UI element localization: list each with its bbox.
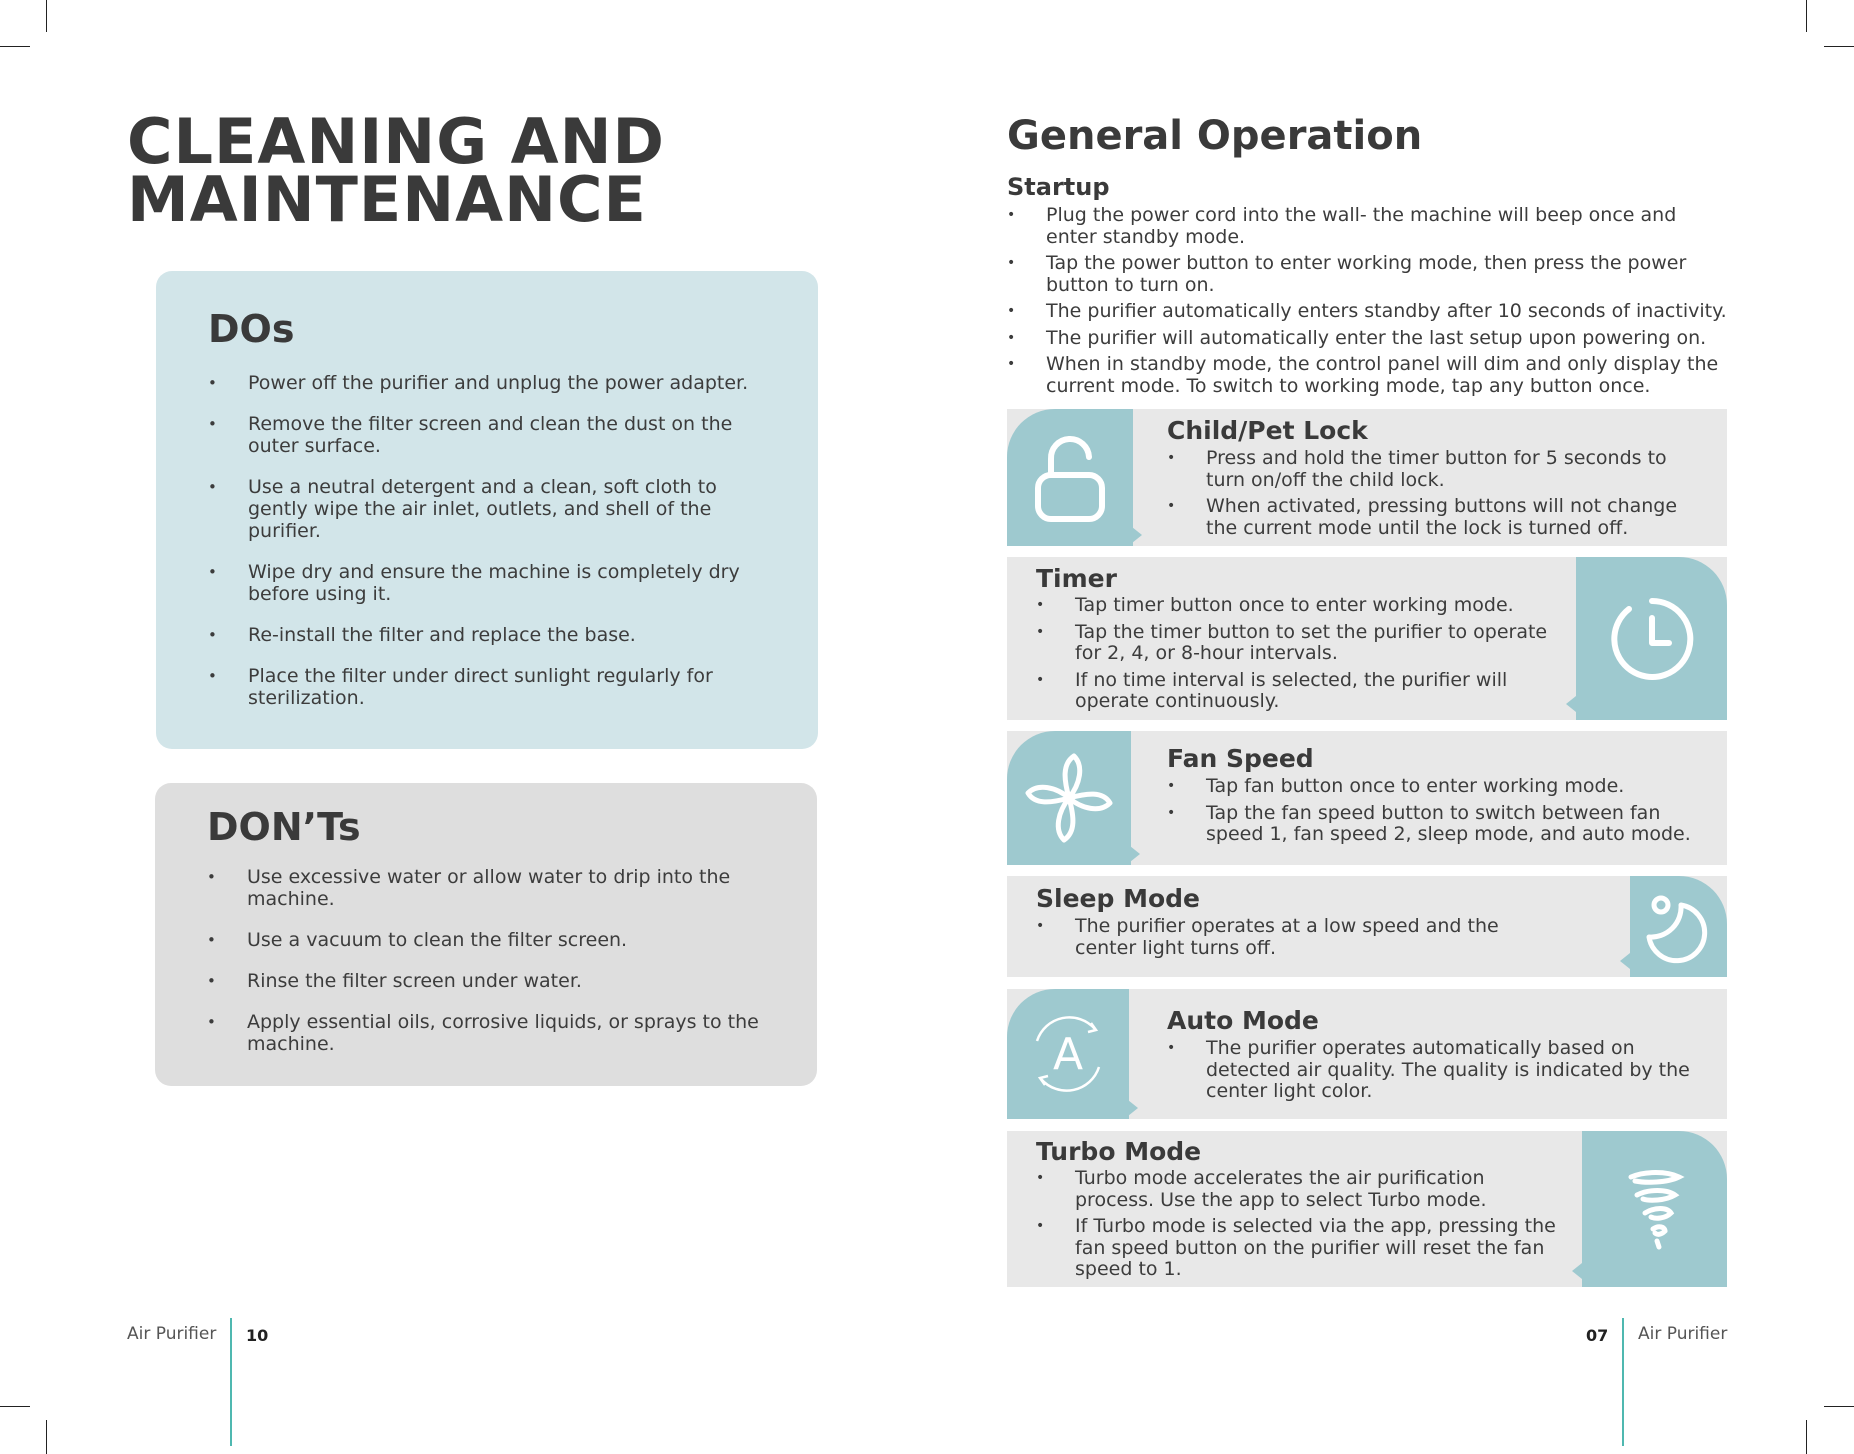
turbo-mode-list [1036, 1168, 1556, 1286]
list-item: • When in standby mode, the control panel will dim and only display the current mode. To switch to working mode, tap any button once. [1007, 354, 1727, 397]
list-item: • Remove the filter screen and clean the dust on the outer surface. [208, 413, 778, 457]
list-item: • If Turbo mode is selected via the app, pressing the fan speed button on the purifier will reset the fan speed to 1. [1036, 1216, 1556, 1281]
startup-list [1007, 205, 1727, 402]
auto-mode-section [1007, 989, 1727, 1119]
list-item: • When activated, pressing buttons will not change the current mode until the lock is turned off. [1167, 496, 1707, 539]
child-lock-list [1167, 448, 1707, 544]
list-item: • If no time interval is selected, the purifier will operate continuously. [1036, 670, 1556, 713]
section-title: General Operation [1007, 113, 1423, 159]
footer-divider [230, 1318, 232, 1446]
auto-a-icon [1007, 989, 1129, 1119]
list-item: • Tap the timer button to set the purifier to operate for 2, 4, or 8-hour intervals. [1036, 622, 1556, 665]
sleep-mode-list [1036, 916, 1536, 964]
crop-mark [0, 1406, 30, 1407]
crop-mark [1824, 46, 1854, 47]
list-item: • Use a neutral detergent and a clean, soft cloth to gently wipe the air inlet, outlets, and shell of the purifier. [208, 476, 778, 542]
startup-heading: Startup [1007, 173, 1110, 201]
list-item: • Press and hold the timer button for 5 seconds to turn on/off the child lock. [1167, 448, 1707, 491]
crop-mark [46, 1420, 47, 1454]
page-title-line: CLEANING AND [127, 105, 666, 178]
crop-mark [1806, 0, 1807, 32]
page-number: 07 [1586, 1326, 1609, 1345]
footer-divider [1622, 1318, 1624, 1446]
list-item: • Use a vacuum to clean the filter screen. [207, 929, 777, 951]
list-item: • The purifier operates at a low speed and the center light turns off. [1036, 916, 1536, 959]
list-item: • Apply essential oils, corrosive liquids, or sprays to the machine. [207, 1011, 777, 1055]
child-lock-heading: Child/Pet Lock [1167, 416, 1368, 445]
moon-icon [1630, 876, 1727, 977]
footer-brand: Air Purifier [127, 1324, 217, 1344]
auto-mode-list [1167, 1038, 1697, 1108]
timer-list [1036, 595, 1556, 718]
list-item: • Tap the power button to enter working mode, then press the power button to turn on. [1007, 253, 1727, 296]
dos-heading: DOs [208, 307, 295, 351]
unlock-icon [1007, 409, 1133, 546]
crop-mark [1824, 1406, 1854, 1407]
timer-heading: Timer [1036, 564, 1117, 593]
sleep-mode-section [1007, 876, 1727, 977]
auto-icon-letter: A [1052, 1029, 1084, 1080]
page-number: 10 [246, 1326, 269, 1345]
donts-box [155, 783, 817, 1086]
tornado-icon [1582, 1131, 1727, 1287]
list-item: • Rinse the filter screen under water. [207, 970, 777, 992]
footer-brand: Air Purifier [1638, 1324, 1728, 1344]
turbo-mode-section [1007, 1131, 1727, 1287]
fan-speed-heading: Fan Speed [1167, 744, 1314, 773]
list-item: • Tap the fan speed button to switch between fan speed 1, fan speed 2, sleep mode, and auto mode. [1167, 803, 1712, 846]
fan-icon [1007, 731, 1131, 865]
dos-box [156, 271, 818, 749]
crop-mark [1806, 1420, 1807, 1454]
list-item: • Power off the purifier and unplug the power adapter. [208, 372, 778, 394]
list-item: • Wipe dry and ensure the machine is completely dry before using it. [208, 561, 778, 605]
child-lock-section [1007, 409, 1727, 546]
list-item: • Tap timer button once to enter working mode. [1036, 595, 1556, 617]
list-item: • Place the filter under direct sunlight regularly for sterilization. [208, 665, 778, 709]
dos-list [208, 372, 778, 728]
auto-mode-heading: Auto Mode [1167, 1006, 1319, 1035]
list-item: • The purifier automatically enters standby after 10 seconds of inactivity. [1007, 301, 1727, 323]
fan-speed-section [1007, 731, 1727, 865]
list-item: • Tap fan button once to enter working mode. [1167, 776, 1712, 798]
list-item: • Plug the power cord into the wall- the machine will beep once and enter standby mode. [1007, 205, 1727, 248]
turbo-mode-heading: Turbo Mode [1036, 1137, 1202, 1166]
donts-list [207, 866, 777, 1074]
page-title [127, 105, 666, 236]
clock-icon [1576, 557, 1727, 720]
list-item: • The purifier will automatically enter the last setup upon powering on. [1007, 328, 1727, 350]
list-item: • Use excessive water or allow water to drip into the machine. [207, 866, 777, 910]
donts-heading: DON’Ts [207, 805, 361, 849]
page-title-line: MAINTENANCE [127, 163, 647, 236]
list-item: • Re-install the filter and replace the base. [208, 624, 778, 646]
fan-speed-list [1167, 776, 1712, 851]
sleep-mode-heading: Sleep Mode [1036, 884, 1200, 913]
crop-mark [0, 46, 30, 47]
list-item: • Turbo mode accelerates the air purification process. Use the app to select Turbo mode. [1036, 1168, 1556, 1211]
crop-mark [46, 0, 47, 32]
list-item: • The purifier operates automatically based on detected air quality. The quality is indicated by the center light color. [1167, 1038, 1697, 1103]
timer-section [1007, 557, 1727, 720]
